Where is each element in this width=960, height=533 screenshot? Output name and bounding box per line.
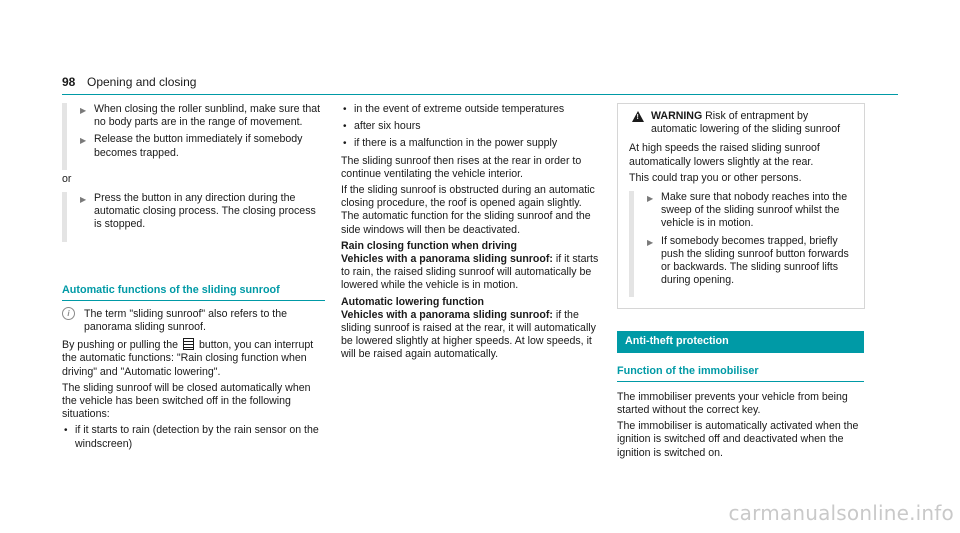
section-band-anti-theft: Anti-theft protection (617, 331, 864, 352)
watermark: carmanualsonline.info (728, 501, 954, 525)
warning-title: Risk of entrapment by automatic lowering of the sliding sunroof (651, 110, 841, 136)
column-2 (341, 103, 601, 365)
paragraph-obstructed: If the sliding sunroof is obstructed during an automatic closing procedure, the roof is opened again slightly. The automatic function for the sliding sunroof and the side windows will then be deactivated. (341, 184, 595, 236)
column-1 (62, 103, 325, 455)
warning-paragraph: This could trap you or other persons. (629, 171, 802, 184)
triangle-right-icon: ▶ (647, 194, 654, 204)
sunroof-button-icon (183, 338, 194, 350)
step-list-a (62, 103, 325, 170)
step-item: ▶ Make sure that nobody reaches into the sweep of the sliding sunroof whilst the vehicle is in motion. (647, 191, 848, 230)
section-title-immobiliser: Function of the immobiliser (617, 365, 864, 382)
bullet-icon: • (343, 121, 347, 133)
section-title-automatic-functions: Automatic functions of the sliding sunroof (62, 284, 325, 301)
paragraph-rain: Vehicles with a panorama sliding sunroof: if it starts to rain, the raised sliding sunroof will automatically be lowered while the vehicle is in motion. (341, 253, 599, 292)
bullet-icon: • (64, 425, 68, 437)
paragraph-lowering: Vehicles with a panorama sliding sunroof: if the sliding sunroof is raised at the rear, it will automatically be lowered slightly at higher speeds. At low speeds, it will be raised again automatically. (341, 308, 596, 361)
warning-box (617, 103, 865, 309)
warning-header (629, 110, 853, 136)
info-icon: i (62, 307, 75, 320)
warning-triangle-icon: ! (632, 111, 644, 122)
bullet-icon: • (343, 104, 347, 115)
column-3 (617, 103, 864, 463)
page-header (62, 74, 898, 95)
step-item: ▶ Press the button in any direction during the automatic closing process. The closing process is stopped. (80, 192, 316, 231)
list-item: • if there is a malfunction in the power supply (343, 137, 558, 150)
warning-step-list (629, 191, 853, 297)
bullet-icon: • (343, 138, 347, 150)
paragraph-rises: The sliding sunroof then rises at the rear in order to continue ventilating the vehicle interior. (341, 154, 582, 180)
step-list-b (62, 192, 325, 242)
step-item: ▶ If somebody becomes trapped, briefly push the sliding sunroof button forwards or backwards. The sliding sunroof lifts during opening. (647, 234, 849, 287)
triangle-right-icon: ▶ (647, 237, 654, 247)
info-note: i The term "sliding sunroof" also refers to the panorama sliding sunroof. (62, 308, 325, 334)
paragraph-immobiliser-2: The immobiliser is automatically activated when the ignition is switched off and deactivated when the ignition is switched on. (617, 420, 859, 459)
paragraph-auto-close: The sliding sunroof will be closed automatically when the vehicle has been switched off in the following situations: (62, 381, 311, 421)
triangle-right-icon: ▶ (80, 195, 87, 205)
triangle-right-icon: ▶ (80, 106, 87, 115)
paragraph-immobiliser-1: The immobiliser prevents your vehicle from being started without the correct key. (617, 390, 848, 417)
automatic-lowering-heading: Automatic lowering function (341, 295, 485, 308)
list-item: • in the event of extreme outside temperatures (343, 103, 565, 115)
page-number: 98 (62, 75, 76, 89)
or-label: or (62, 172, 72, 185)
warning-label: WARNING (651, 110, 703, 122)
warning-paragraph: At high speeds the raised sliding sunroof automatically lowers slightly at the rear. (629, 142, 820, 168)
list-item: • after six hours (343, 120, 421, 133)
rain-closing-heading: Rain closing function when driving (341, 239, 517, 252)
list-item: • if it starts to rain (detection by the rain sensor on the windscreen) (64, 424, 319, 450)
page-title: Opening and closing (87, 75, 197, 89)
triangle-right-icon: ▶ (80, 136, 87, 146)
step-item: ▶ Release the button immediately if somebody becomes trapped. (80, 133, 303, 159)
step-item: ▶ When closing the roller sunblind, make sure that no body parts are in the range of movement. (80, 103, 321, 129)
paragraph-interrupt: By pushing or pulling the button, you can interrupt the automatic functions: "Rain closing function when driving" and "Automatic lowering". (62, 339, 314, 378)
